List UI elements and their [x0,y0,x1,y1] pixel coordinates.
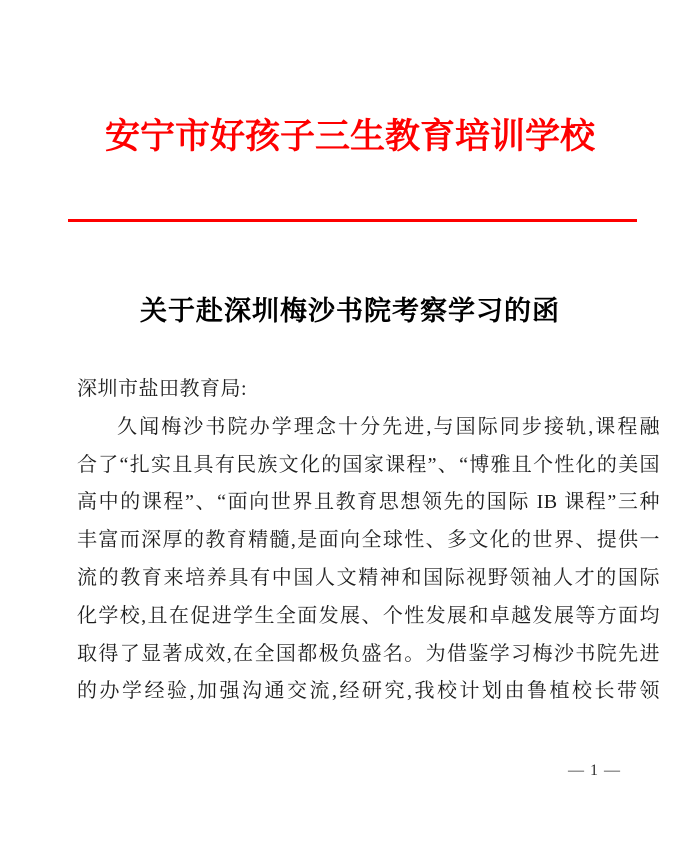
document-title: 关于赴深圳梅沙书院考察学习的函 [140,296,560,326]
body-line: 合了“扎实且具有民族文化的国家课程”、“博雅且个性化的美国 [77,453,660,476]
body-line: 丰富而深厚的教育精髓,是面向全球性、多文化的世界、提供一 [77,529,660,552]
body-line: 的办学经验,加强沟通交流,经研究,我校计划由鲁植校长带领 [77,680,660,703]
body-line: 取得了显著成效,在全国都极负盛名。为借鉴学习梅沙书院先进 [77,642,660,665]
page-number: — 1 — [568,762,621,779]
body-line: 久闻梅沙书院办学理念十分先进,与国际同步接轨,课程融 [117,415,660,438]
body-line: 流的教育来培养具有中国人文精神和国际视野领袖人才的国际 [77,566,660,589]
salutation-line: 深圳市盐田教育局: [77,378,248,400]
body-line: 化学校,且在促进学生全面发展、个性发展和卓越发展等方面均 [77,604,660,627]
letterhead-divider-line [68,219,637,222]
letter-body [77,371,660,711]
body-line: 高中的课程”、“面向世界且教育思想领先的国际 IB 课程”三种 [77,491,660,514]
letterhead-school-name: 安宁市好孩子三生教育培训学校 [104,117,595,156]
